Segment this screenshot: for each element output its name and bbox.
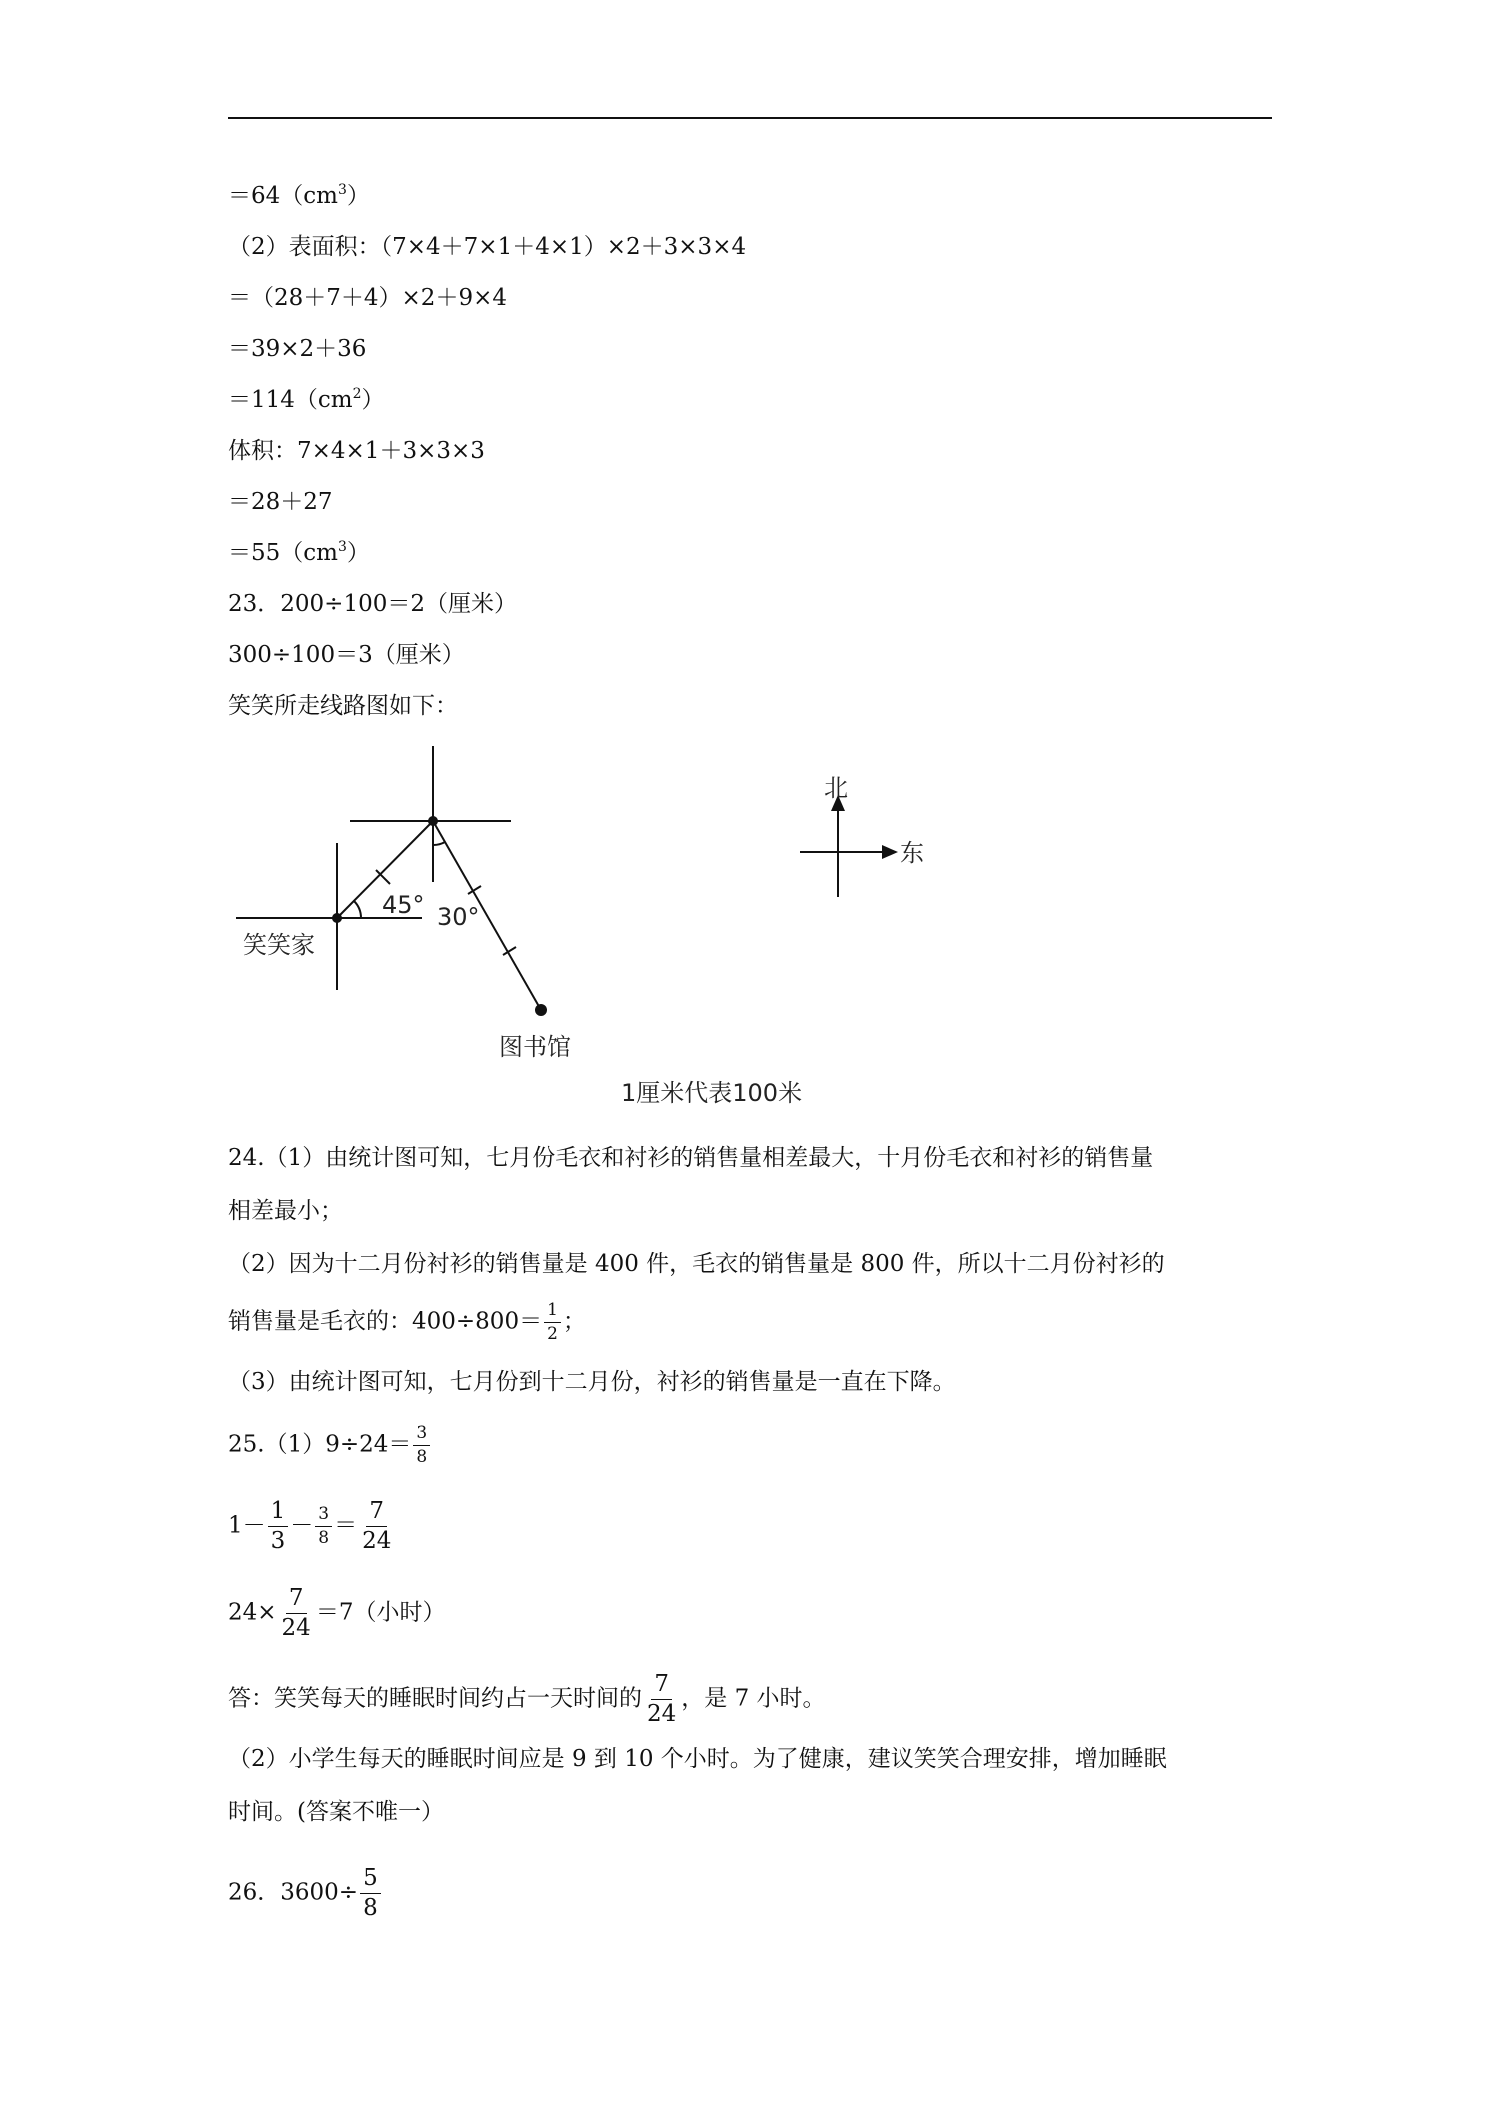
text-line: 23．200÷100＝2（厘米）: [228, 591, 517, 617]
text-line: （3）由统计图可知，七月份到十二月份，衬衫的销售量是一直在下降。: [228, 1369, 956, 1395]
fraction: $\frac{7}{24}$: [281, 1585, 311, 1641]
fraction: $\frac{3}{8}$: [315, 1506, 332, 1547]
east-arrow-icon: [882, 845, 898, 859]
text-line: 300÷100＝3（厘米）: [228, 642, 465, 668]
north-label: 北: [824, 774, 848, 802]
text-line: ＝28＋27: [228, 489, 333, 515]
text-line: 时间。(答案不唯一）: [228, 1799, 444, 1825]
text-line: $=114(cm^2)$: [228, 386, 385, 413]
text-line: （2）表面积：（7×4＋7×1＋4×1）×2＋3×3×4: [228, 234, 747, 260]
text-line: $=64(cm^3)$: [228, 182, 370, 209]
library-label: 图书馆: [499, 1033, 571, 1061]
text-line: （2）小学生每天的睡眠时间应是 9 到 10 个小时。为了健康，建议笑笑合理安排，增加睡眠: [228, 1746, 1167, 1772]
fraction: $\frac{7}{24}$: [647, 1671, 677, 1727]
fraction: $\frac{3}{8}$: [413, 1425, 430, 1466]
text-line: 相差最小；: [228, 1198, 343, 1224]
text-line: $=55(cm^3)$: [228, 539, 370, 566]
library-point-dot: [535, 1004, 547, 1016]
fraction: $\frac{1}{3}$: [268, 1500, 289, 1553]
text-line: 24× $\frac{7}{24}$ ＝7（小时）: [228, 1585, 446, 1641]
angle-arc-30: [433, 842, 445, 845]
text-line: 1－ $\frac{1}{3}$ － $\frac{3}{8}$ ＝ $\frac{7}{24}$: [228, 1500, 396, 1553]
text-line: 销售量是毛衣的：400÷800＝ $\frac{1}{2}$ ；: [228, 1300, 586, 1344]
text-line: 答：笑笑每天的睡眠时间约占一天时间的 $\frac{7}{24}$ ，是 7 小时。: [228, 1671, 826, 1727]
text-line: 25.（1）9÷24＝ $\frac{3}{8}$: [228, 1425, 432, 1466]
east-label: 东: [900, 839, 924, 867]
angle-45-label: 45°: [382, 891, 425, 919]
fraction: $\frac{1}{2}$: [544, 1302, 561, 1343]
fraction: $\frac{5}{8}$: [360, 1867, 381, 1920]
angle-arc-45: [354, 901, 361, 918]
text-line: ＝39×2＋36: [228, 336, 367, 362]
scale-label: 1厘米代表100米: [621, 1079, 803, 1107]
angle-30-label: 30°: [437, 903, 480, 931]
home-label: 笑笑家: [243, 931, 315, 959]
fraction: $\frac{7}{24}$: [362, 1498, 392, 1554]
text-line: 26．3600÷ $\frac{5}{8}$: [228, 1867, 383, 1920]
turn-point-dot: [428, 816, 438, 826]
text-line: 体积：7×4×1＋3×3×3: [228, 438, 485, 464]
text-line: （2）因为十二月份衬衫的销售量是 400 件，毛衣的销售量是 800 件，所以十二月份衬衫的: [228, 1251, 1165, 1277]
text-line: 笑笑所走线路图如下：: [228, 693, 458, 719]
text-line: ＝（28＋7＋4）×2＋9×4: [228, 285, 507, 311]
text-line: 24.（1）由统计图可知，七月份毛衣和衬衫的销售量相差最大，十月份毛衣和衬衫的销售量: [228, 1145, 1154, 1171]
home-point-dot: [332, 913, 342, 923]
